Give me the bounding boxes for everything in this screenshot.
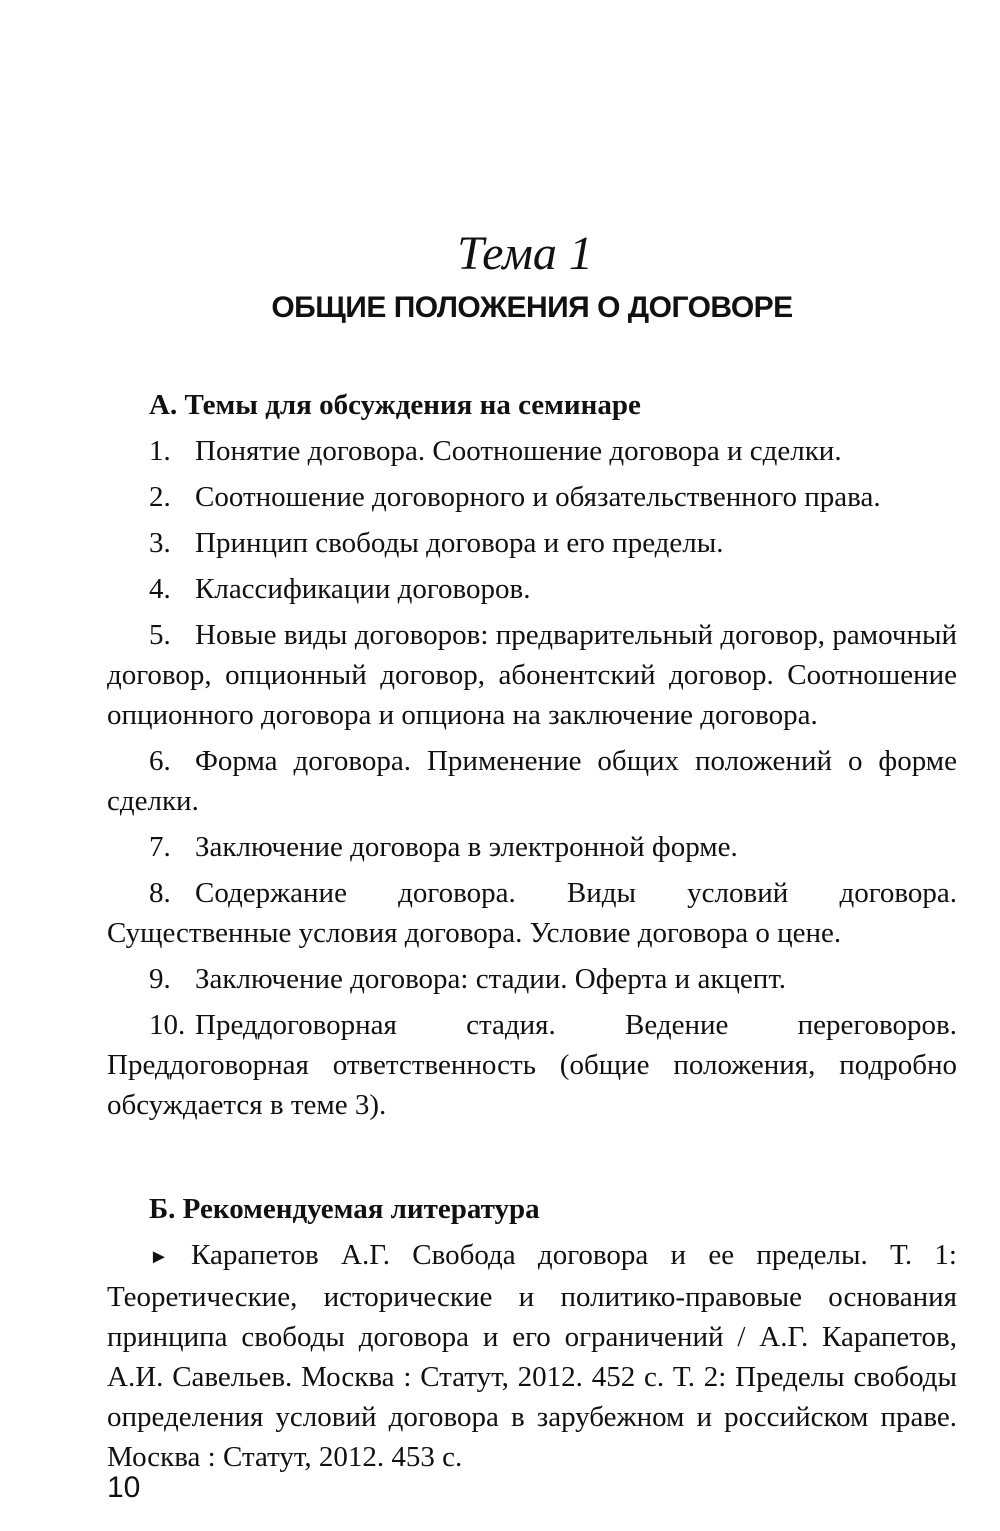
item-text: Форма договора. Применение общих положений о форме сделки. bbox=[107, 745, 957, 817]
list-item bbox=[107, 1005, 957, 1125]
section-a-heading: А. Темы для обсуждения на семинаре bbox=[149, 389, 641, 421]
item-text: Содержание договора. Виды условий договора. Существенные условия договора. Условие договора о цене. bbox=[107, 877, 957, 949]
topic-subtitle: ОБЩИЕ ПОЛОЖЕНИЯ О ДОГОВОРЕ bbox=[271, 291, 793, 324]
item-text: Принцип свободы договора и его пределы. bbox=[195, 527, 724, 559]
list-item bbox=[107, 615, 957, 735]
list-item bbox=[107, 741, 957, 821]
list-item bbox=[107, 431, 957, 471]
topic-title: Тема 1 bbox=[457, 227, 593, 280]
item-number: 1. bbox=[149, 435, 171, 467]
list-item bbox=[107, 569, 957, 609]
triangle-bullet-icon: ► bbox=[149, 1246, 169, 1269]
page-content bbox=[107, 385, 957, 1477]
item-number: 4. bbox=[149, 573, 171, 605]
item-text: Понятие договора. Соотношение договора и сделки. bbox=[195, 435, 842, 467]
section-b-heading: Б. Рекомендуемая литература bbox=[149, 1193, 540, 1225]
literature-list bbox=[107, 1235, 957, 1477]
item-text: Карапетов А.Г. Свобода договора и ее пределы. Т. 1: Теоретические, исторические и политико-правовые основания принципа свободы договора и его ограничений / А.Г. Карапетов, А.И. Савельев. Москва : Статут, 2012. 452 с. Т. 2: Пределы свободы определения условий договора в зарубежном и российском праве. Москва : Статут, 2012. 453 с. bbox=[107, 1239, 957, 1474]
page-number: 10 bbox=[107, 1471, 141, 1504]
item-number: 5. bbox=[149, 619, 171, 651]
list-item bbox=[107, 959, 957, 999]
item-number: 9. bbox=[149, 963, 171, 995]
list-item bbox=[107, 873, 957, 953]
list-item bbox=[107, 1235, 957, 1477]
section-a bbox=[107, 385, 957, 1125]
item-number: 3. bbox=[149, 527, 171, 559]
seminar-topics-list bbox=[107, 431, 957, 1125]
item-text: Классификации договоров. bbox=[195, 573, 531, 605]
item-number: 7. bbox=[149, 831, 171, 863]
item-number: 6. bbox=[149, 745, 171, 777]
item-text: Новые виды договоров: предварительный договор, рамочный договор, опционный договор, абонентский договор. Соотношение опционного договора и опциона на заключение договора. bbox=[107, 619, 957, 731]
item-number: 10. bbox=[149, 1009, 186, 1041]
section-b bbox=[107, 1189, 957, 1477]
item-text: Заключение договора в электронной форме. bbox=[195, 831, 738, 863]
list-item bbox=[107, 523, 957, 563]
item-number: 2. bbox=[149, 481, 171, 513]
item-text: Соотношение договорного и обязательственного права. bbox=[195, 481, 881, 513]
item-text: Преддоговорная стадия. Ведение переговоров. Преддоговорная ответственность (общие положения, подробно обсуждается в теме 3). bbox=[107, 1009, 957, 1121]
item-text: Заключение договора: стадии. Оферта и акцепт. bbox=[195, 963, 787, 995]
list-item bbox=[107, 477, 957, 517]
list-item bbox=[107, 827, 957, 867]
item-number: 8. bbox=[149, 877, 171, 909]
